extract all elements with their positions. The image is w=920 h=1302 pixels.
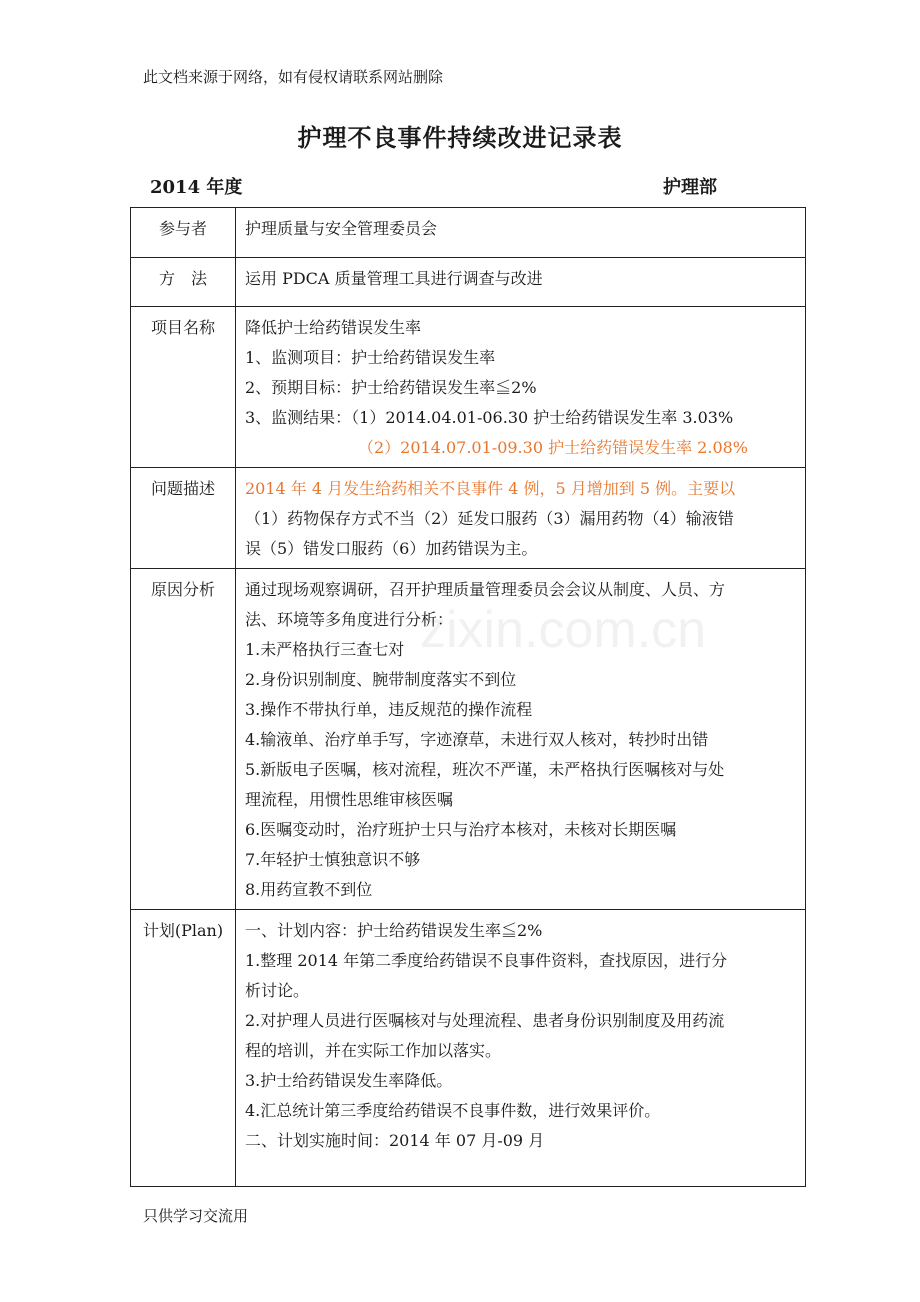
method-label: 方 法 [131, 258, 236, 307]
plan-line: 4.汇总统计第三季度给药错误不良事件数，进行效果评价。 [245, 1101, 661, 1120]
year-label: 2014 年度 [150, 177, 243, 198]
method-value: 运用 PDCA 质量管理工具进行调查与改进 [236, 258, 806, 307]
project-content [236, 307, 806, 468]
project-line: 2、预期目标：护士给药错误发生率≦2% [245, 378, 537, 397]
header-note: 此文档来源于网络，如有侵权请联系网站删除 [143, 68, 444, 86]
project-line-highlight: （2）2014.07.01-09.30 护士给药错误发生率 2.08% [358, 438, 749, 457]
participants-value: 护理质量与安全管理委员会 [236, 208, 806, 258]
participants-row [131, 208, 806, 258]
problem-row [131, 468, 806, 569]
cause-label: 原因分析 [131, 569, 236, 910]
department-label: 护理部 [663, 177, 717, 198]
cause-line: 法、环境等多角度进行分析： [245, 610, 454, 629]
cause-line: 3.操作不带执行单，违反规范的操作流程 [245, 700, 533, 719]
plan-row [131, 910, 806, 1187]
plan-line: 1.整理 2014 年第二季度给药错误不良事件资料，查找原因，进行分 [245, 951, 728, 970]
project-line: 降低护士给药错误发生率 [245, 318, 422, 337]
plan-label: 计划(Plan) [131, 910, 236, 1187]
plan-line: 程的培训，并在实际工作加以落实。 [245, 1041, 502, 1060]
cause-row [131, 569, 806, 910]
method-row [131, 258, 806, 307]
cause-line: 5.新版电子医嘱，核对流程，班次不严谨，未严格执行医嘱核对与处 [245, 760, 725, 779]
cause-line: 理流程，用惯性思维审核医嘱 [245, 790, 454, 809]
problem-line: 误（5）错发口服药（6）加药错误为主。 [245, 539, 538, 558]
plan-line: 2.对护理人员进行医嘱核对与处理流程、患者身份识别制度及用药流 [245, 1011, 725, 1030]
problem-line: （1）药物保存方式不当（2）延发口服药（3）漏用药物（4）输液错 [245, 509, 734, 528]
problem-line-highlight: 2014 年 4 月发生给药相关不良事件 4 例，5 月增加到 5 例。主要以 [245, 479, 736, 498]
page-title: 护理不良事件持续改进记录表 [297, 124, 623, 152]
cause-line: 1.未严格执行三查七对 [245, 640, 405, 659]
plan-line: 二、计划实施时间：2014 年 07 月-09 月 [245, 1131, 545, 1150]
problem-label: 问题描述 [131, 468, 236, 569]
plan-content [236, 910, 806, 1187]
cause-line: 通过现场观察调研，召开护理质量管理委员会会议从制度、人员、方 [245, 580, 726, 599]
project-label: 项目名称 [131, 307, 236, 468]
plan-line: 一、计划内容：护士给药错误发生率≦2% [245, 921, 543, 940]
cause-line: 2.身份识别制度、腕带制度落实不到位 [245, 670, 517, 689]
watermark: zixin.com.cn [420, 601, 707, 659]
cause-line: 6.医嘱变动时，治疗班护士只与治疗本核对，未核对长期医嘱 [245, 820, 677, 839]
cause-line: 8.用药宣教不到位 [245, 880, 373, 899]
footer-note: 只供学习交流用 [143, 1207, 249, 1225]
problem-content [236, 468, 806, 569]
plan-line: 析讨论。 [245, 981, 310, 1000]
record-table [130, 207, 806, 1187]
cause-line: 7.年轻护士慎独意识不够 [245, 850, 421, 869]
project-line: 3、监测结果：（1）2014.04.01-06.30 护士给药错误发生率 3.03% [245, 408, 734, 427]
cause-line: 4.输液单、治疗单手写，字迹潦草，未进行双人核对，转抄时出错 [245, 730, 709, 749]
participants-label: 参与者 [131, 208, 236, 258]
project-row [131, 307, 806, 468]
project-line: 1、监测项目：护士给药错误发生率 [245, 348, 496, 367]
plan-line: 3.护士给药错误发生率降低。 [245, 1071, 453, 1090]
cause-content [236, 569, 806, 910]
